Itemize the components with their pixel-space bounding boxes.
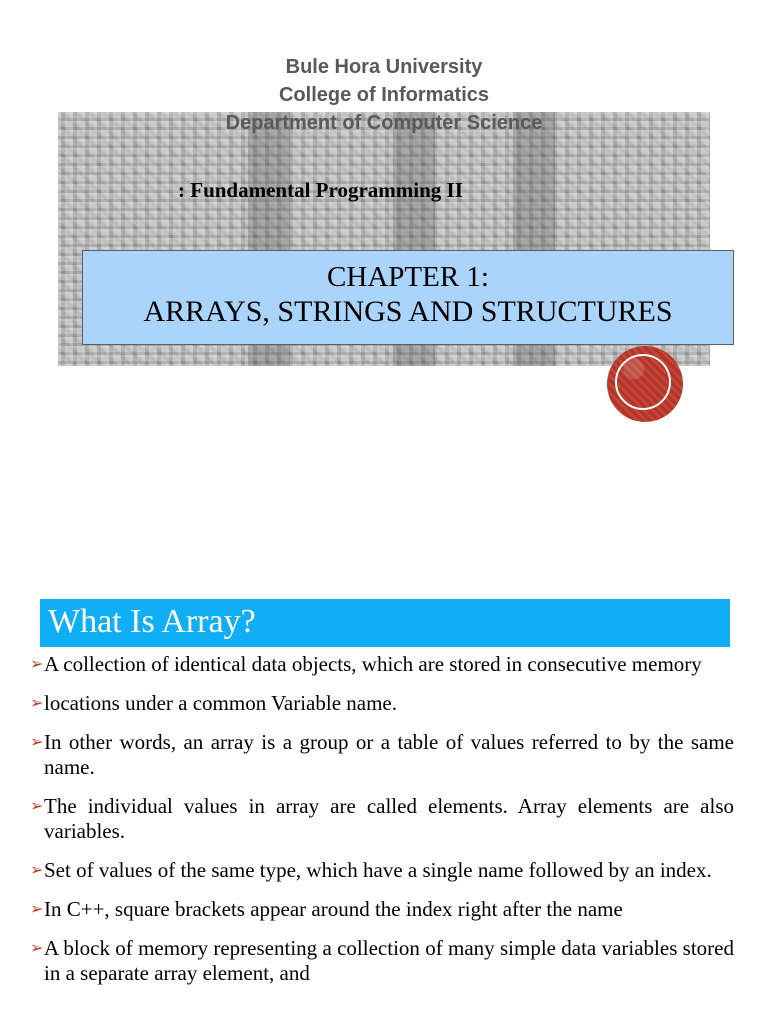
list-item: ➢ A collection of identical data objects, which are stored in consecutive memory xyxy=(30,652,702,676)
list-item: ➢ A block of memory representing a collection of many simple data variables stored in a separate array element, and xyxy=(30,936,734,985)
list-item: ➢ In other words, an array is a group or a table of values referred to by the same name. xyxy=(30,730,734,779)
course-title: : Fundamental Programming II xyxy=(178,178,463,202)
arrow-right-icon: ➢ xyxy=(30,901,44,918)
slide-heading: What Is Array? xyxy=(48,603,256,640)
arrow-right-icon: ➢ xyxy=(30,656,44,673)
university-name: Bule Hora University xyxy=(285,56,483,78)
decorative-circle-icon xyxy=(607,346,683,422)
list-item: ➢ In C++, square brackets appear around the index right after the name xyxy=(30,897,623,921)
list-item: ➢ locations under a common Variable name. xyxy=(30,691,398,715)
bullet-list xyxy=(30,652,734,1000)
chapter-title-box xyxy=(82,250,734,345)
arrow-right-icon: ➢ xyxy=(30,734,44,751)
arrow-right-icon: ➢ xyxy=(30,695,44,712)
arrow-right-icon: ➢ xyxy=(30,798,44,815)
arrow-right-icon: ➢ xyxy=(30,940,44,957)
department-name: Department of Computer Science xyxy=(225,112,543,134)
slide-header-bar xyxy=(40,599,730,647)
chapter-title: CHAPTER 1: xyxy=(327,261,489,293)
circle-ring xyxy=(615,354,671,410)
list-item: ➢ Set of values of the same type, which have a single name followed by an index. xyxy=(30,858,712,882)
arrow-right-icon: ➢ xyxy=(30,862,44,879)
content-slide xyxy=(0,560,768,1024)
list-item: ➢ The individual values in array are called elements. Array elements are also variables. xyxy=(30,794,734,843)
chapter-subtitle: ARRAYS, STRINGS AND STRUCTURES xyxy=(143,295,673,328)
college-name: College of Informatics xyxy=(278,84,490,106)
